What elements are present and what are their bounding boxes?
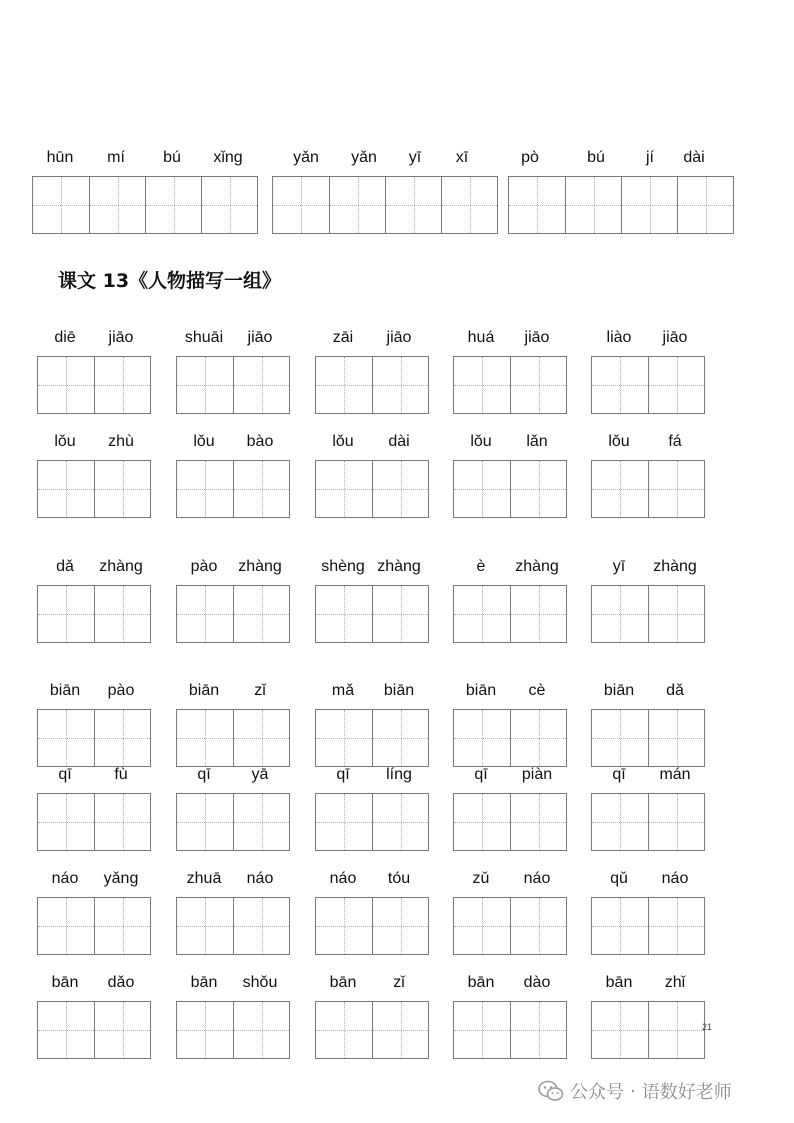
pinyin-row (453, 328, 565, 350)
pinyin-row (176, 328, 288, 350)
pinyin: qī (197, 766, 211, 783)
tianzige-cell (372, 710, 428, 766)
tianzige-cell (177, 794, 233, 850)
pinyin: biān (603, 682, 635, 699)
writing-grid (176, 897, 290, 955)
word-group (591, 328, 703, 416)
pinyin-row (37, 973, 149, 995)
tianzige-cell (273, 177, 329, 233)
pinyin: dài (388, 433, 410, 450)
pinyin: fá (668, 433, 682, 450)
pinyin-row (591, 973, 703, 995)
word-group (176, 432, 288, 520)
pinyin-row (508, 148, 734, 170)
tianzige-cell (233, 357, 289, 413)
tianzige-cell (565, 177, 621, 233)
tianzige-cell (592, 461, 648, 517)
tianzige-cell (648, 710, 704, 766)
pinyin: líng (386, 766, 412, 783)
pinyin: dǎ (56, 558, 74, 575)
word-group (453, 432, 565, 520)
pinyin: pào (107, 682, 135, 699)
tianzige-cell (621, 177, 677, 233)
pinyin: qī (58, 766, 72, 783)
tianzige-cell (510, 794, 566, 850)
pinyin-row (591, 432, 703, 454)
tianzige-cell (372, 357, 428, 413)
writing-grid (37, 460, 151, 518)
tianzige-cell (648, 357, 704, 413)
pinyin-row (453, 973, 565, 995)
tianzige-cell (592, 794, 648, 850)
pinyin-row (315, 432, 427, 454)
pinyin-row (453, 557, 565, 579)
pinyin: qī (474, 766, 488, 783)
pinyin: náo (246, 870, 274, 887)
pinyin: zǐ (393, 974, 405, 991)
pinyin: piàn (521, 766, 553, 783)
tianzige-cell (89, 177, 145, 233)
writing-grid (591, 460, 705, 518)
pinyin: jiāo (662, 329, 688, 346)
pinyin: zhàng (99, 558, 143, 575)
pinyin: jiāo (524, 329, 550, 346)
tianzige-cell (454, 710, 510, 766)
writing-grid (453, 709, 567, 767)
pinyin-row (32, 148, 258, 170)
pinyin: lǒu (54, 433, 76, 450)
tianzige-cell (177, 461, 233, 517)
pinyin: huá (467, 329, 495, 346)
pinyin: tóu (387, 870, 411, 887)
tianzige-cell (94, 357, 150, 413)
tianzige-cell (677, 177, 733, 233)
pinyin-row (453, 432, 565, 454)
word-group (315, 557, 427, 645)
pinyin-row (176, 432, 288, 454)
pinyin: fù (114, 766, 128, 783)
pinyin: jiāo (108, 329, 134, 346)
pinyin-row (591, 328, 703, 350)
tianzige-cell (94, 898, 150, 954)
pinyin: hūn (46, 149, 74, 166)
tianzige-cell (648, 794, 704, 850)
tianzige-cell (454, 357, 510, 413)
pinyin-row (453, 869, 565, 891)
word-group (453, 765, 565, 853)
tianzige-cell (177, 710, 233, 766)
tianzige-cell (316, 794, 372, 850)
tianzige-cell (177, 357, 233, 413)
word-group (176, 973, 288, 1061)
pinyin-row (176, 765, 288, 787)
tianzige-cell (372, 461, 428, 517)
wechat-icon (538, 1080, 564, 1102)
tianzige-cell (94, 1002, 150, 1058)
word-group (453, 557, 565, 645)
pinyin-row (272, 148, 498, 170)
page-number: 21 (702, 1022, 713, 1032)
tianzige-cell (510, 1002, 566, 1058)
pinyin: yǎn (351, 149, 377, 166)
tianzige-cell (316, 898, 372, 954)
pinyin: lǒu (332, 433, 354, 450)
tianzige-cell (316, 586, 372, 642)
word-group (453, 973, 565, 1061)
pinyin: biān (49, 682, 81, 699)
pinyin: náo (329, 870, 357, 887)
writing-grid (37, 1001, 151, 1059)
pinyin: jiāo (386, 329, 412, 346)
footer-account-label: 公众号 (570, 1082, 624, 1103)
pinyin-row (591, 869, 703, 891)
tianzige-cell (33, 177, 89, 233)
word-group (453, 328, 565, 416)
tianzige-cell (145, 177, 201, 233)
writing-grid (315, 460, 429, 518)
tianzige-cell (648, 898, 704, 954)
pinyin-row (591, 681, 703, 703)
word-group (315, 432, 427, 520)
writing-grid (453, 356, 567, 414)
pinyin-row (176, 681, 288, 703)
pinyin-row (315, 973, 427, 995)
tianzige-cell (510, 898, 566, 954)
writing-grid (591, 793, 705, 851)
pinyin: zhǐ (664, 974, 686, 991)
pinyin: yī (408, 149, 422, 166)
writing-grid (32, 176, 258, 234)
word-group (176, 765, 288, 853)
tianzige-cell (233, 1002, 289, 1058)
pinyin: bú (163, 149, 181, 166)
tianzige-cell (316, 461, 372, 517)
pinyin-row (37, 869, 149, 891)
word-group (591, 681, 703, 769)
pinyin-row (37, 328, 149, 350)
word-group (176, 681, 288, 769)
word-group (37, 328, 149, 416)
pinyin: shèng (321, 558, 365, 575)
pinyin: dǎ (666, 682, 684, 699)
writing-grid (508, 176, 734, 234)
pinyin: lǒu (470, 433, 492, 450)
word-group (315, 973, 427, 1061)
writing-grid (176, 793, 290, 851)
tianzige-cell (38, 357, 94, 413)
word-group (591, 432, 703, 520)
word-group (37, 557, 149, 645)
pinyin: náo (661, 870, 689, 887)
tianzige-cell (385, 177, 441, 233)
tianzige-cell (441, 177, 497, 233)
pinyin-row (176, 973, 288, 995)
word-group (315, 681, 427, 769)
tianzige-cell (510, 461, 566, 517)
pinyin: zhàng (653, 558, 697, 575)
pinyin: náo (51, 870, 79, 887)
tianzige-cell (454, 586, 510, 642)
pinyin: yǎng (103, 870, 139, 887)
pinyin: dài (683, 149, 705, 166)
writing-grid (591, 585, 705, 643)
pinyin: náo (523, 870, 551, 887)
tianzige-cell (233, 898, 289, 954)
pinyin: lǒu (193, 433, 215, 450)
tianzige-cell (648, 586, 704, 642)
writing-grid (591, 709, 705, 767)
tianzige-cell (94, 794, 150, 850)
pinyin: qǔ (610, 870, 628, 887)
word-group (37, 869, 149, 957)
word-group (591, 973, 703, 1061)
pinyin-row (315, 557, 427, 579)
tianzige-cell (454, 898, 510, 954)
pinyin: biān (465, 682, 497, 699)
pinyin: shǒu (242, 974, 278, 991)
pinyin: bān (467, 974, 495, 991)
pinyin: bān (190, 974, 218, 991)
word-group (37, 681, 149, 769)
pinyin: lǎn (526, 433, 548, 450)
word-group (37, 432, 149, 520)
pinyin: pào (190, 558, 218, 575)
pinyin: dǎo (107, 974, 135, 991)
pinyin: mí (107, 149, 125, 166)
word-group (591, 557, 703, 645)
writing-grid (315, 1001, 429, 1059)
writing-grid (591, 1001, 705, 1059)
writing-grid (176, 356, 290, 414)
pinyin: mǎ (331, 682, 355, 699)
pinyin: lǒu (608, 433, 630, 450)
pinyin: qī (612, 766, 626, 783)
pinyin: zhù (108, 433, 134, 450)
word-group (176, 328, 288, 416)
pinyin-row (176, 869, 288, 891)
tianzige-cell (94, 586, 150, 642)
tianzige-cell (372, 586, 428, 642)
top-group-1 (32, 148, 258, 238)
tianzige-cell (177, 898, 233, 954)
pinyin-row (591, 557, 703, 579)
pinyin-row (591, 765, 703, 787)
tianzige-cell (233, 710, 289, 766)
pinyin-row (315, 765, 427, 787)
pinyin: zǐ (254, 682, 266, 699)
pinyin: shuāi (184, 329, 224, 346)
writing-grid (591, 356, 705, 414)
tianzige-cell (177, 1002, 233, 1058)
tianzige-cell (372, 1002, 428, 1058)
tianzige-cell (94, 461, 150, 517)
tianzige-cell (372, 794, 428, 850)
pinyin: xī (455, 149, 469, 166)
writing-grid (176, 460, 290, 518)
tianzige-cell (592, 1002, 648, 1058)
pinyin: yī (612, 558, 626, 575)
lesson-heading: 课文 13《人物描写一组》 (58, 270, 282, 292)
word-group (315, 328, 427, 416)
pinyin: jiāo (247, 329, 273, 346)
top-group-2 (272, 148, 498, 238)
pinyin: è (476, 558, 486, 575)
pinyin: qī (336, 766, 350, 783)
writing-grid (315, 709, 429, 767)
word-group (591, 765, 703, 853)
pinyin: yǎn (293, 149, 319, 166)
pinyin: bān (51, 974, 79, 991)
footer-watermark (538, 1078, 732, 1104)
pinyin: yā (251, 766, 269, 783)
tianzige-cell (510, 357, 566, 413)
writing-grid (37, 356, 151, 414)
writing-grid (453, 897, 567, 955)
word-group (315, 765, 427, 853)
tianzige-cell (592, 357, 648, 413)
writing-grid (591, 897, 705, 955)
pinyin: biān (383, 682, 415, 699)
pinyin-row (453, 765, 565, 787)
word-group (453, 869, 565, 957)
word-group (176, 869, 288, 957)
word-group (37, 765, 149, 853)
pinyin: dào (523, 974, 551, 991)
pinyin: jí (646, 149, 654, 166)
writing-grid (37, 793, 151, 851)
tianzige-cell (648, 1002, 704, 1058)
writing-grid (176, 585, 290, 643)
tianzige-cell (233, 794, 289, 850)
pinyin: pò (521, 149, 539, 166)
tianzige-cell (329, 177, 385, 233)
tianzige-cell (316, 357, 372, 413)
writing-grid (453, 1001, 567, 1059)
tianzige-cell (316, 710, 372, 766)
pinyin: zhuā (186, 870, 222, 887)
tianzige-cell (648, 461, 704, 517)
pinyin: xǐng (213, 149, 243, 166)
writing-grid (37, 897, 151, 955)
tianzige-cell (177, 586, 233, 642)
pinyin: zāi (332, 329, 354, 346)
writing-grid (315, 356, 429, 414)
pinyin: zhàng (515, 558, 559, 575)
pinyin-row (37, 432, 149, 454)
word-group (176, 557, 288, 645)
tianzige-cell (38, 586, 94, 642)
word-group (37, 973, 149, 1061)
pinyin-row (315, 681, 427, 703)
pinyin-row (315, 869, 427, 891)
pinyin: zhàng (238, 558, 282, 575)
writing-grid (453, 793, 567, 851)
word-group (591, 869, 703, 957)
footer-account-name: 语数好老师 (641, 1082, 732, 1103)
tianzige-cell (316, 1002, 372, 1058)
pinyin-row (37, 557, 149, 579)
footer-separator: · (630, 1080, 636, 1102)
writing-grid (453, 585, 567, 643)
pinyin-row (37, 765, 149, 787)
tianzige-cell (592, 586, 648, 642)
tianzige-cell (94, 710, 150, 766)
pinyin: zhàng (377, 558, 421, 575)
tianzige-cell (454, 461, 510, 517)
pinyin: biān (188, 682, 220, 699)
pinyin: zǔ (472, 870, 490, 887)
pinyin: cè (528, 682, 546, 699)
writing-grid (315, 793, 429, 851)
tianzige-cell (38, 710, 94, 766)
word-group (315, 869, 427, 957)
tianzige-cell (592, 898, 648, 954)
pinyin: bān (329, 974, 357, 991)
tianzige-cell (592, 710, 648, 766)
tianzige-cell (201, 177, 257, 233)
tianzige-cell (372, 898, 428, 954)
tianzige-cell (38, 794, 94, 850)
tianzige-cell (510, 710, 566, 766)
pinyin: diē (54, 329, 76, 346)
tianzige-cell (38, 461, 94, 517)
tianzige-cell (510, 586, 566, 642)
pinyin: liào (606, 329, 632, 346)
pinyin-row (453, 681, 565, 703)
tianzige-cell (454, 1002, 510, 1058)
writing-grid (176, 709, 290, 767)
writing-grid (37, 585, 151, 643)
word-group (453, 681, 565, 769)
pinyin: mán (659, 766, 691, 783)
writing-grid (37, 709, 151, 767)
tianzige-cell (233, 586, 289, 642)
pinyin-row (176, 557, 288, 579)
pinyin-row (315, 328, 427, 350)
pinyin: bān (605, 974, 633, 991)
writing-grid (315, 897, 429, 955)
tianzige-cell (454, 794, 510, 850)
writing-grid (176, 1001, 290, 1059)
writing-grid (272, 176, 498, 234)
tianzige-cell (509, 177, 565, 233)
tianzige-cell (38, 1002, 94, 1058)
writing-grid (453, 460, 567, 518)
tianzige-cell (233, 461, 289, 517)
tianzige-cell (38, 898, 94, 954)
top-group-3 (508, 148, 734, 238)
pinyin: bào (246, 433, 274, 450)
pinyin: bú (587, 149, 605, 166)
writing-grid (315, 585, 429, 643)
pinyin-row (37, 681, 149, 703)
